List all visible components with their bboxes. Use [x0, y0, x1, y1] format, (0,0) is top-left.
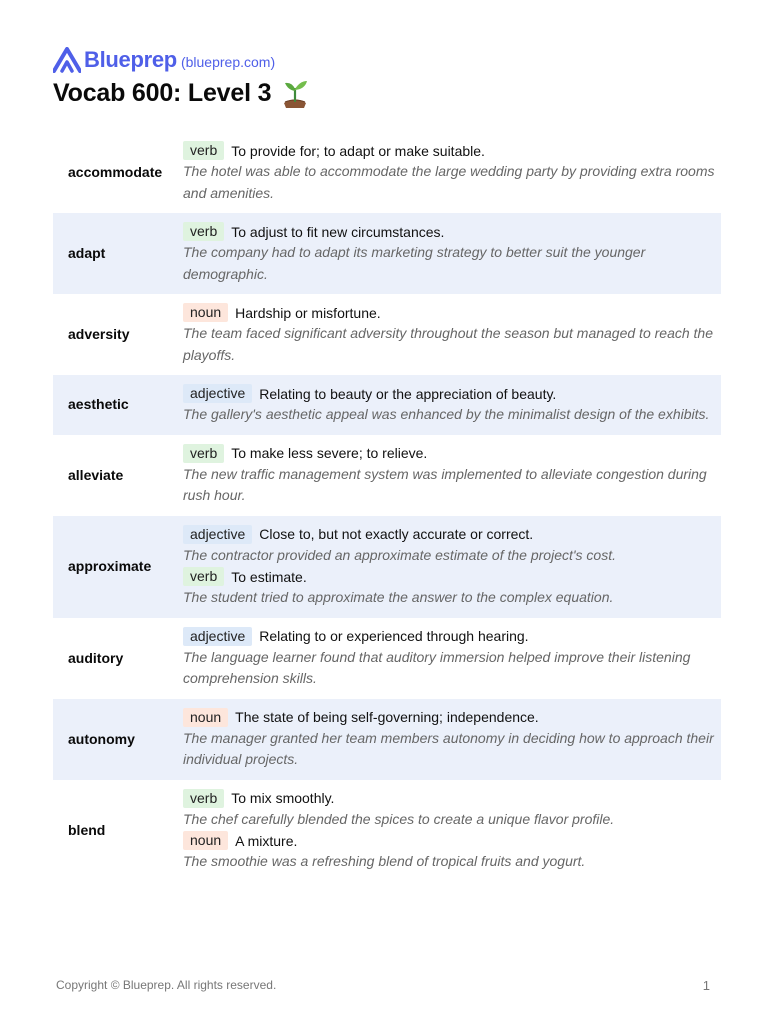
- example-sentence: The contractor provided an approximate estimate of the project's cost.: [183, 546, 617, 563]
- vocab-definitions: [183, 626, 721, 690]
- vocab-row: [53, 699, 721, 780]
- vocab-table: [53, 132, 721, 882]
- part-of-speech-tag: adjective: [183, 384, 252, 403]
- part-of-speech-tag: noun: [183, 708, 228, 727]
- vocab-word: aesthetic: [68, 396, 129, 413]
- vocab-definitions: [183, 524, 721, 609]
- vocab-word: alleviate: [68, 466, 124, 483]
- page-header: [53, 44, 311, 109]
- part-of-speech-tag: verb: [183, 567, 224, 586]
- definition-line: [183, 443, 715, 464]
- vocab-word: autonomy: [68, 730, 135, 747]
- definition-line: [183, 221, 715, 242]
- vocab-sense: [183, 626, 715, 690]
- page-title: Vocab 600: Level 3: [53, 78, 272, 107]
- vocab-sense: [183, 788, 715, 831]
- vocab-row: [53, 435, 721, 516]
- brand-row: [53, 44, 311, 76]
- vocab-word: accommodate: [68, 164, 163, 180]
- vocab-sense: [183, 221, 715, 285]
- vocab-row: [53, 375, 721, 435]
- definition-text: The state of being self-governing; independence.: [235, 709, 539, 725]
- definition-line: [183, 830, 715, 851]
- brand-url[interactable]: (blueprep.com): [180, 54, 276, 70]
- example-sentence: The manager granted her team members autonomy in deciding how to approach their individual projects.: [183, 729, 714, 767]
- definition-line: [183, 140, 715, 161]
- vocab-sense: [183, 140, 715, 204]
- definition-text: To make less severe; to relieve.: [231, 445, 428, 461]
- part-of-speech-tag: adjective: [183, 627, 252, 646]
- definition-line: [183, 302, 715, 323]
- footer-copyright: Copyright © Blueprep. All rights reserved.: [56, 978, 277, 992]
- vocab-definitions: [183, 221, 721, 285]
- brand-name: Blueprep: [84, 47, 177, 72]
- definition-text: To estimate.: [231, 568, 307, 585]
- part-of-speech-tag: noun: [183, 831, 228, 850]
- example-sentence: The gallery's aesthetic appeal was enhanced by the minimalist design of the exhibits.: [183, 406, 710, 422]
- vocab-sense: [183, 707, 715, 771]
- definition-text: Hardship or misfortune.: [235, 304, 381, 321]
- vocab-word: auditory: [68, 649, 124, 666]
- vocab-word: approximate: [68, 558, 152, 574]
- vocab-definitions: [183, 443, 721, 507]
- part-of-speech-tag: verb: [183, 141, 224, 160]
- page-number: 1: [702, 978, 710, 993]
- vocab-row: [53, 132, 721, 213]
- definition-line: [183, 524, 715, 545]
- page-title-row: [53, 77, 311, 109]
- vocab-sense: [183, 302, 715, 366]
- definition-text: Close to, but not exactly accurate or correct.: [259, 526, 534, 542]
- part-of-speech-tag: noun: [183, 303, 228, 322]
- vocab-sense: [183, 830, 715, 873]
- definition-text: To provide for; to adapt or make suitable.: [231, 142, 485, 159]
- vocab-definitions: [183, 707, 721, 771]
- example-sentence: The company had to adapt its marketing strategy to better suit the younger demographic.: [183, 244, 646, 282]
- part-of-speech-tag: verb: [183, 789, 224, 808]
- vocab-sense: [183, 566, 715, 609]
- definition-text: To adjust to fit new circumstances.: [231, 223, 445, 240]
- sprout-icon: [279, 77, 311, 109]
- example-sentence: The team faced significant adversity throughout the season but managed to reach the playoffs.: [183, 325, 713, 363]
- example-sentence: The chef carefully blended the spices to create a unique flavor profile.: [183, 810, 615, 827]
- definition-line: [183, 626, 715, 647]
- definition-text: A mixture.: [235, 832, 298, 849]
- definition-line: [183, 383, 715, 404]
- example-sentence: The language learner found that auditory immersion helped improve their listening comprehension skills.: [183, 648, 691, 686]
- vocab-row: [53, 294, 721, 375]
- definition-line: [183, 788, 715, 809]
- part-of-speech-tag: adjective: [183, 525, 252, 544]
- vocab-definitions: [183, 140, 721, 204]
- part-of-speech-tag: verb: [183, 222, 224, 241]
- example-sentence: The smoothie was a refreshing blend of tropical fruits and yogurt.: [183, 853, 586, 869]
- vocab-definitions: [183, 788, 721, 873]
- vocab-sense: [183, 383, 715, 426]
- vocab-row: [53, 213, 721, 294]
- definition-line: [183, 707, 715, 728]
- vocab-sense: [183, 524, 715, 567]
- vocab-row: [53, 780, 721, 882]
- definition-text: Relating to beauty or the appreciation of beauty.: [259, 385, 557, 402]
- definition-line: [183, 566, 715, 587]
- example-sentence: The new traffic management system was implemented to alleviate congestion during rush hour.: [183, 465, 707, 503]
- vocab-definitions: [183, 302, 721, 366]
- definition-text: To mix smoothly.: [231, 790, 335, 806]
- blueprep-logo-icon: [53, 47, 81, 73]
- vocab-word: adversity: [68, 326, 130, 342]
- example-sentence: The student tried to approximate the answer to the complex equation.: [183, 589, 614, 605]
- example-sentence: The hotel was able to accommodate the large wedding party by providing extra rooms and amenities.: [183, 163, 715, 201]
- vocab-sense: [183, 443, 715, 507]
- vocab-word: blend: [68, 822, 106, 838]
- part-of-speech-tag: verb: [183, 444, 224, 463]
- vocab-word: adapt: [68, 245, 106, 261]
- vocab-row: [53, 516, 721, 618]
- vocab-row: [53, 618, 721, 699]
- vocab-definitions: [183, 383, 721, 426]
- definition-text: Relating to or experienced through hearing.: [259, 628, 529, 644]
